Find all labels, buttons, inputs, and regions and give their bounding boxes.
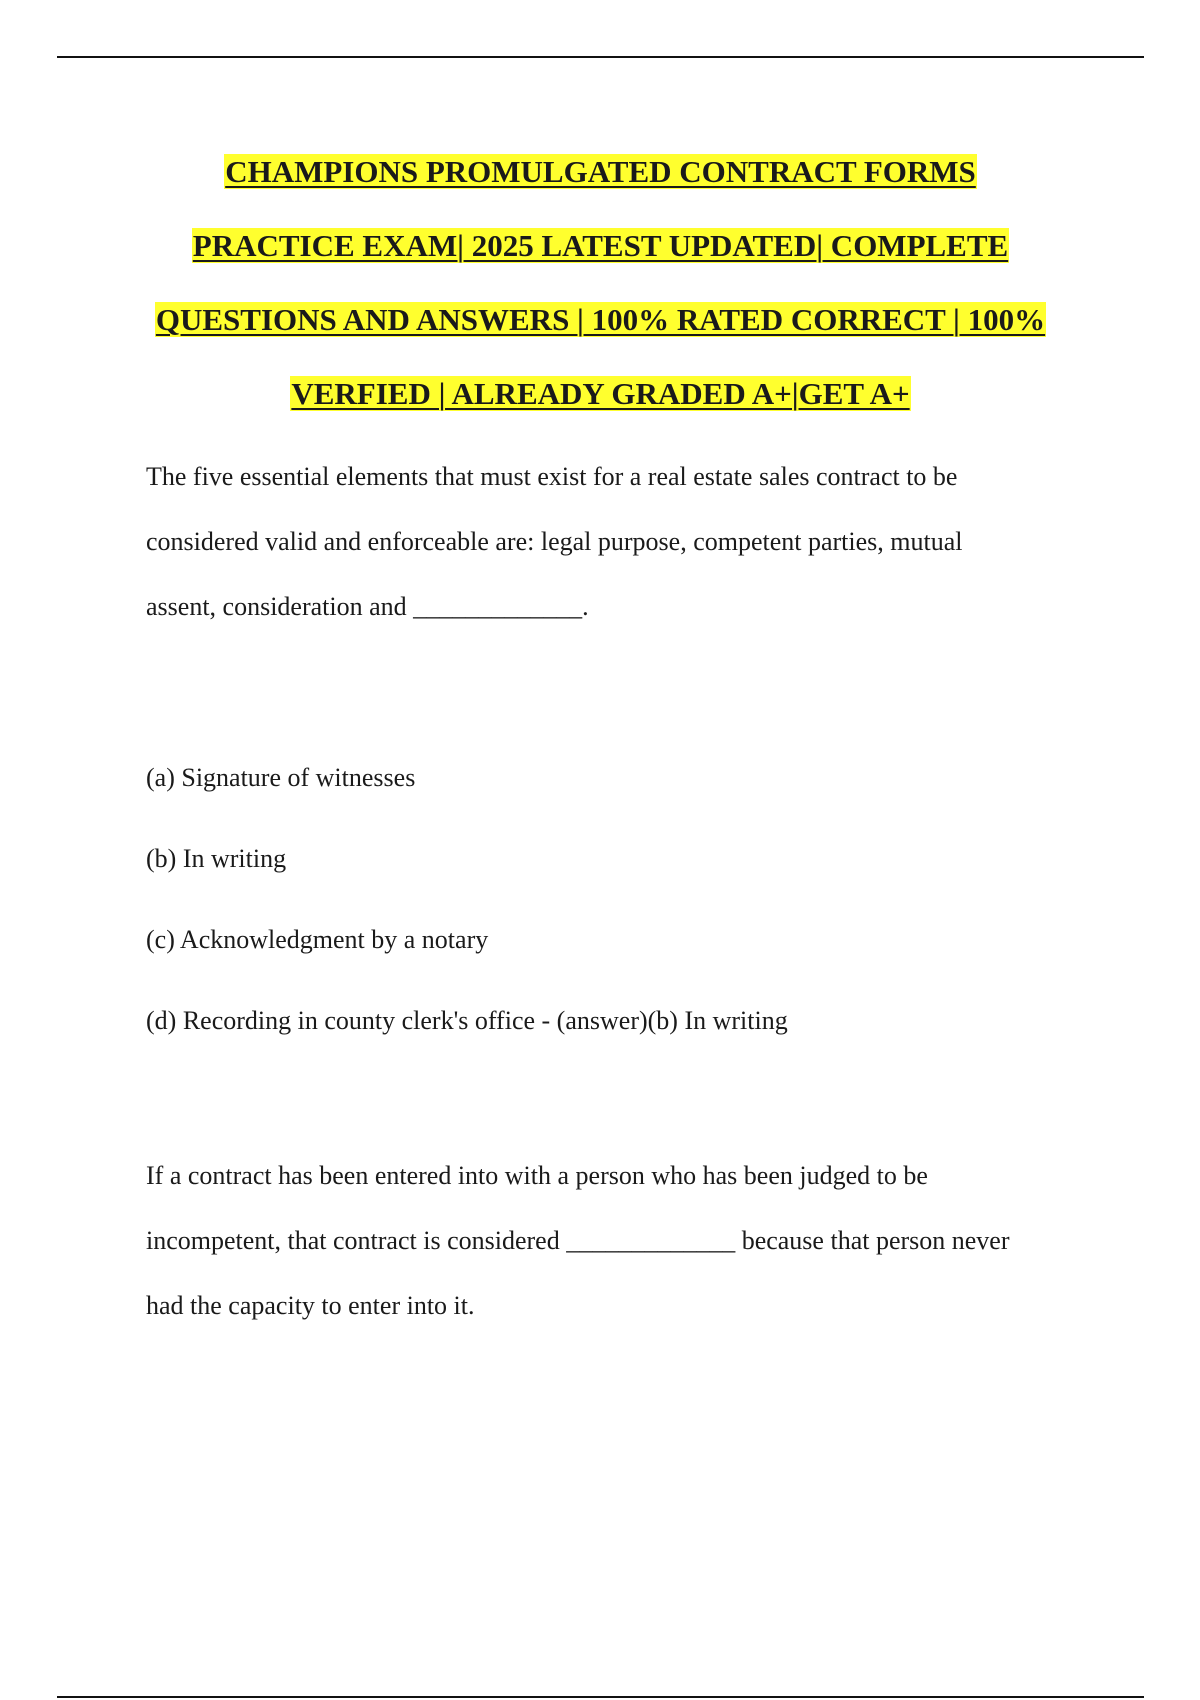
title-line xyxy=(57,357,1144,431)
question-1-options xyxy=(146,737,1106,1061)
title-line xyxy=(57,283,1144,357)
question-2-line: had the capacity to enter into it. xyxy=(146,1291,475,1320)
option-d-with-answer: (d) Recording in county clerk's office - (answer)(b) In writing xyxy=(146,1006,788,1035)
option-b: (b) In writing xyxy=(146,844,287,873)
title-line-text: PRACTICE EXAM| 2025 LATEST UPDATED| COMPLETE xyxy=(192,228,1009,263)
question-2-line: incompetent, that contract is considered _____________ because that person never xyxy=(146,1226,1010,1255)
question-1-line: The five essential elements that must exist for a real estate sales contract to be xyxy=(146,462,958,491)
title-line xyxy=(57,209,1144,283)
question-1-line: considered valid and enforceable are: legal purpose, competent parties, mutual xyxy=(146,527,963,556)
title-line-text: VERFIED | ALREADY GRADED A+|GET A+ xyxy=(291,376,910,411)
title-line-text: QUESTIONS AND ANSWERS | 100% RATED CORRECT | 100% xyxy=(155,302,1046,337)
question-2-line: If a contract has been entered into with a person who has been judged to be xyxy=(146,1161,928,1190)
top-rule xyxy=(57,56,1144,58)
option-c: (c) Acknowledgment by a notary xyxy=(146,925,489,954)
title-line xyxy=(57,135,1144,209)
question-2 xyxy=(146,1143,1106,1338)
question-1 xyxy=(146,444,1106,639)
question-1-line: assent, consideration and _____________. xyxy=(146,592,589,621)
document-title xyxy=(57,135,1144,431)
option-a: (a) Signature of witnesses xyxy=(146,763,416,792)
bottom-rule xyxy=(57,1696,1144,1698)
title-line-text: CHAMPIONS PROMULGATED CONTRACT FORMS xyxy=(225,154,976,189)
